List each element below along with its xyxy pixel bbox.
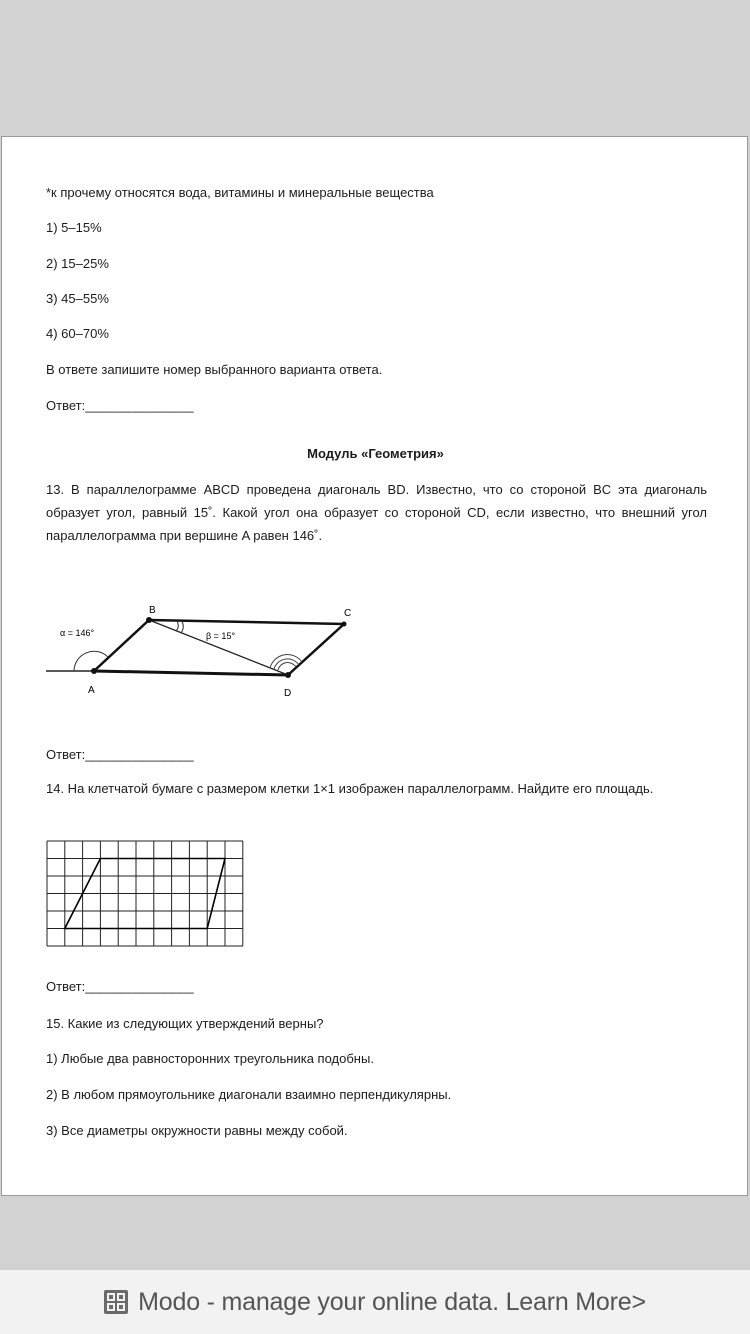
q13-diagram — [42, 599, 372, 709]
angle-beta-arc-2 — [181, 621, 183, 633]
q13-text: 13. В параллелограмме ABCD проведена диагональ BD. Известно, что со стороной BC эта диагональ образует угол, равный 15˚. Какой угол она образует со стороной CD, если известно, что внешний угол параллелограмма при вершине A равен 146˚. — [46, 482, 707, 543]
q15-option-1: 1) Любые два равносторонних треугольника подобны. — [46, 1051, 374, 1066]
point-d — [285, 672, 291, 678]
q14-text: 14. На клетчатой бумаге с размером клетки 1×1 изображен параллелограмм. Найдите его площадь. — [46, 781, 654, 796]
point-b — [146, 617, 152, 623]
point-c — [342, 622, 347, 627]
ad-banner[interactable] — [0, 1270, 750, 1334]
label-b: B — [149, 605, 156, 616]
diagonal-bd — [149, 620, 288, 675]
q15-option-2: 2) В любом прямоугольнике диагонали взаимно перпендикулярны. — [46, 1087, 452, 1102]
q12-option-4: 4) 60–70% — [46, 326, 109, 341]
document-page — [1, 136, 748, 1196]
q12-option-1: 1) 5–15% — [46, 220, 102, 235]
point-a — [91, 668, 97, 674]
alpha-label: α = 146° — [60, 628, 95, 638]
side-ad — [94, 671, 288, 675]
footnote: *к прочему относятся вода, витамины и минеральные вещества — [46, 185, 434, 200]
label-a: A — [88, 685, 95, 696]
label-d: D — [284, 688, 292, 699]
side-cd — [288, 624, 344, 675]
q12-option-2: 2) 15–25% — [46, 256, 109, 271]
instruction: В ответе запишите номер выбранного варианта ответа. — [46, 362, 383, 377]
side-ab — [94, 620, 149, 671]
q14-grid-diagram — [46, 840, 246, 948]
grid-lines — [47, 841, 243, 946]
answer-line-q13: Ответ:_______________ — [46, 747, 194, 762]
label-c: C — [344, 608, 352, 619]
module-title: Модуль «Геометрия» — [307, 446, 444, 461]
banner-link-text[interactable]: Modo - manage your online data. Learn More> — [138, 1287, 646, 1316]
answer-line-q12: Ответ:_______________ — [46, 398, 194, 413]
angle-beta-arc — [176, 621, 178, 631]
q15-option-3: 3) Все диаметры окружности равны между собой. — [46, 1123, 348, 1138]
beta-label: β = 15° — [206, 631, 236, 641]
answer-line-q14: Ответ:_______________ — [46, 979, 194, 994]
modo-logo-icon — [104, 1290, 128, 1314]
q15-question: 15. Какие из следующих утверждений верны? — [46, 1016, 324, 1031]
q12-option-3: 3) 45–55% — [46, 291, 109, 306]
